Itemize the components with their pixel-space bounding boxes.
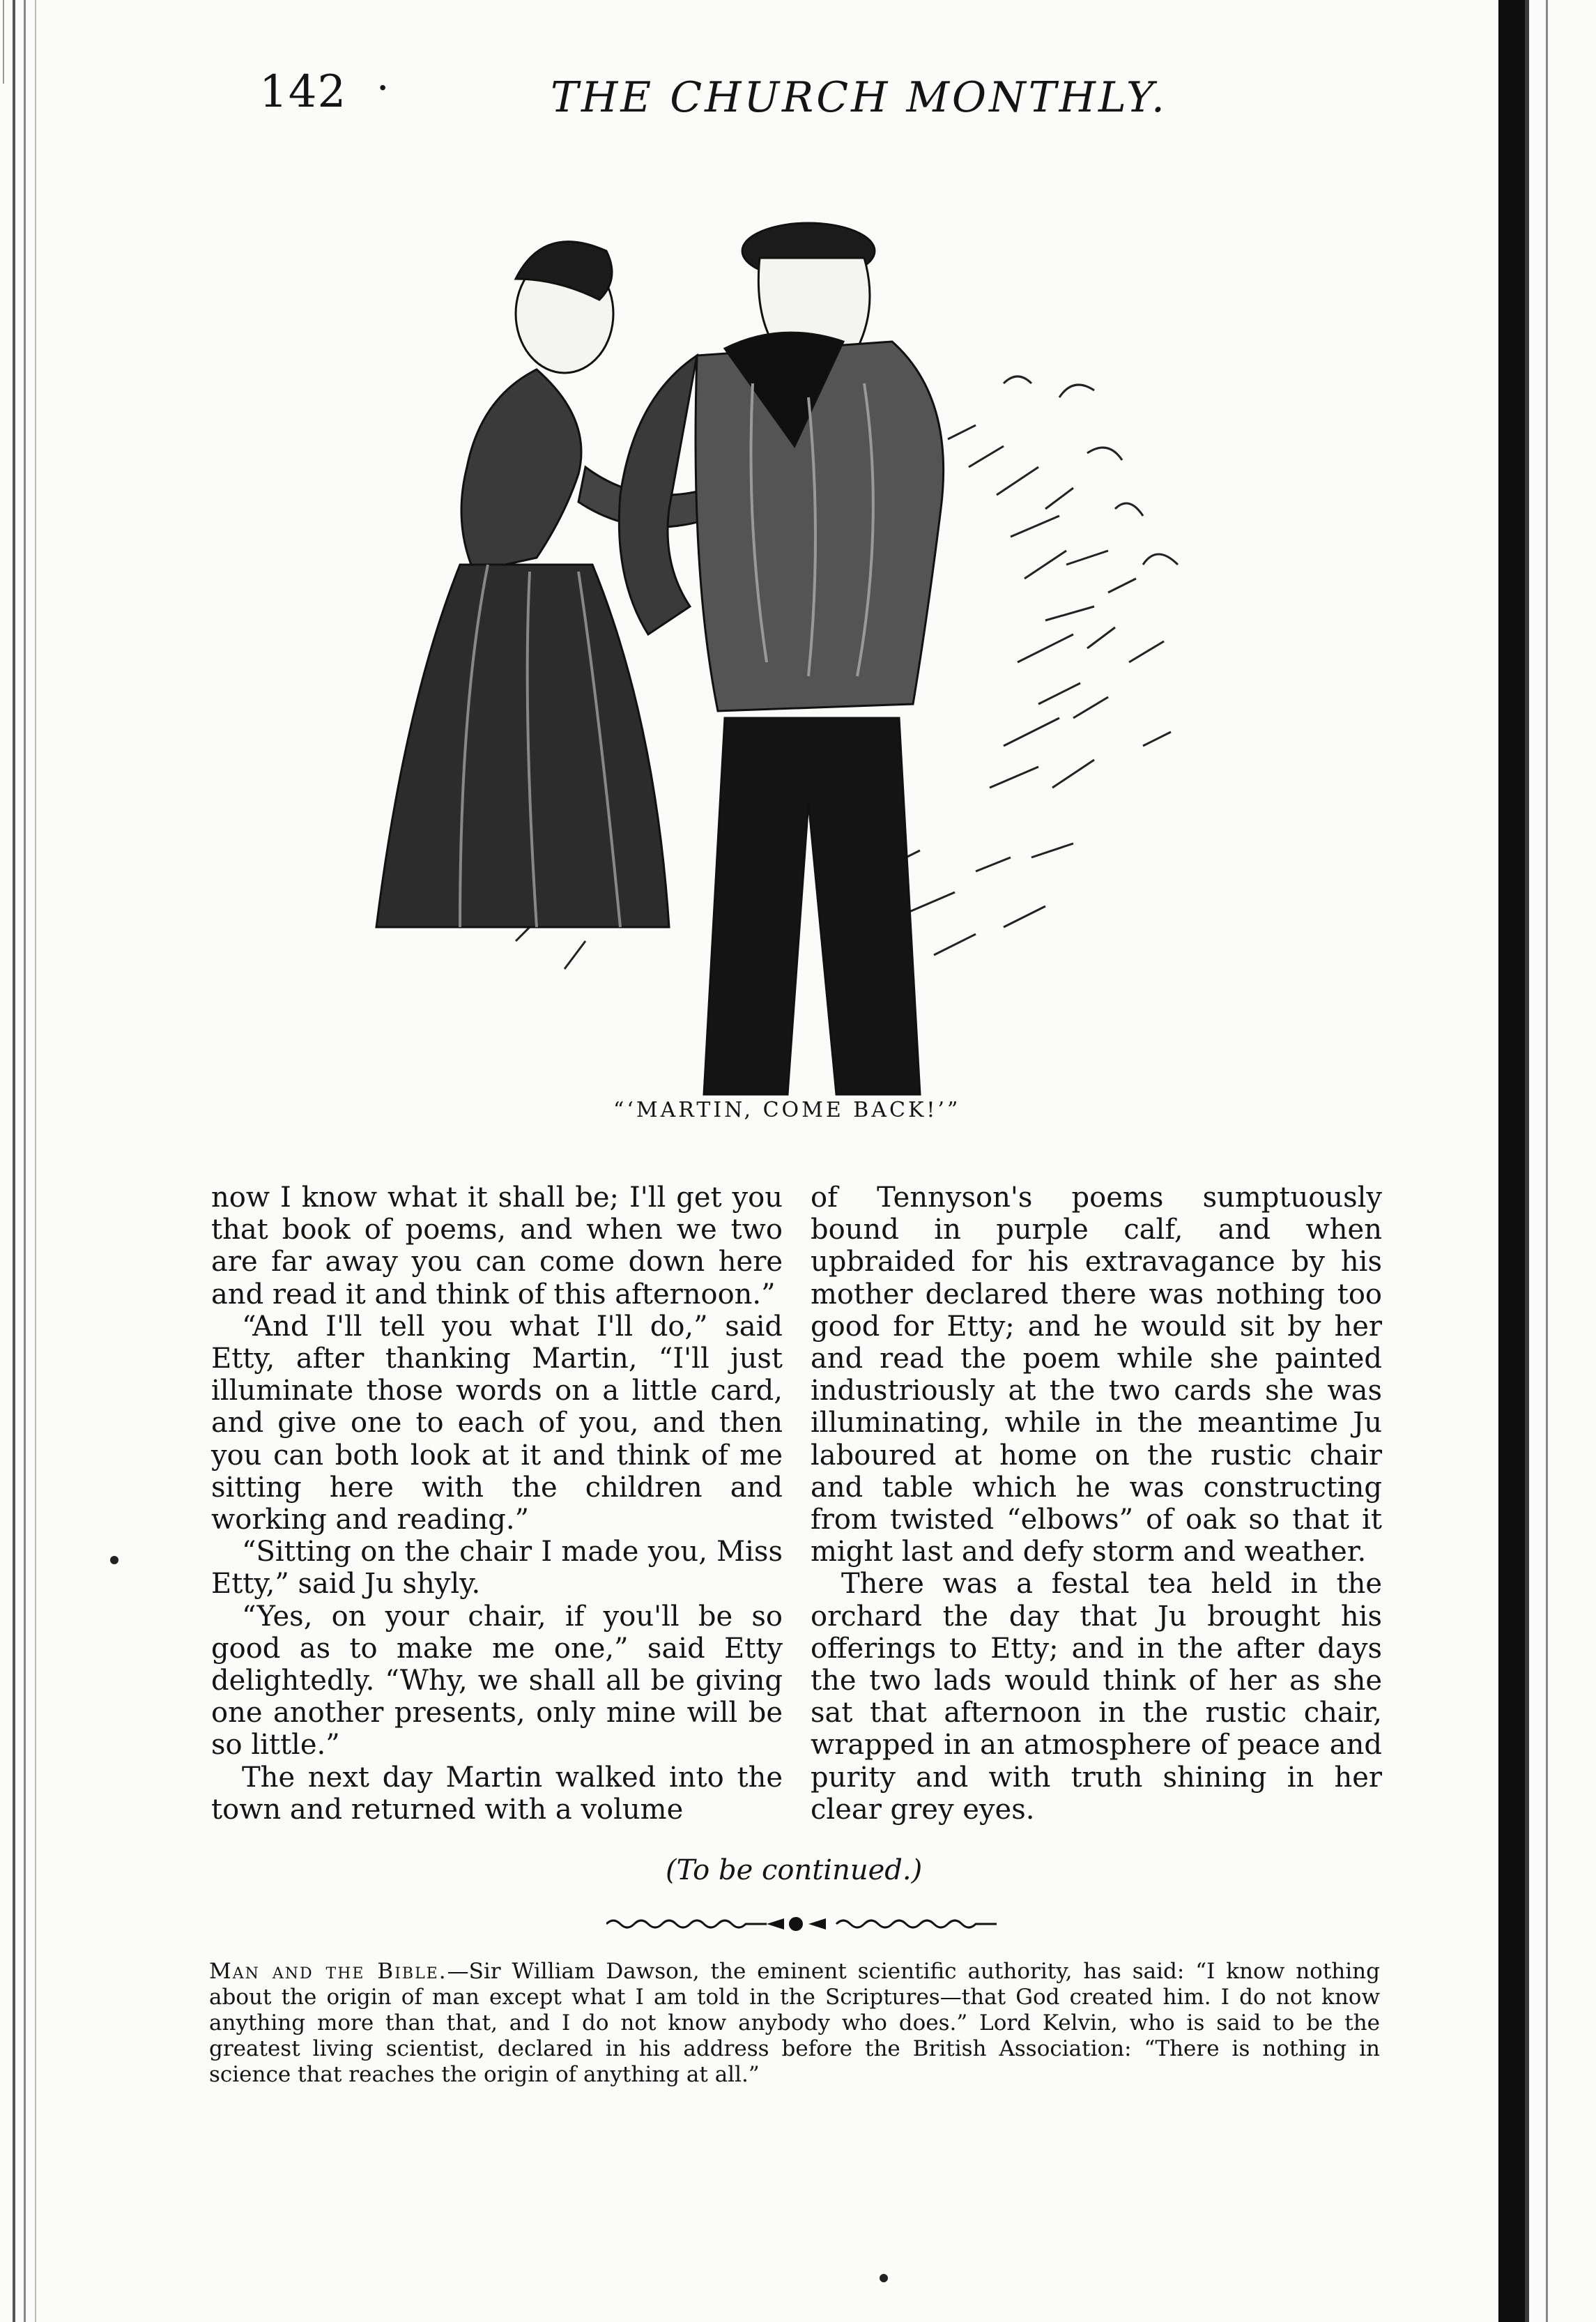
paragraph: “Yes, on your chair, if you'll be so good as to make me one,” said Etty delightedly. “Why, we shall all be giving one another presents, only mine will be so little.” xyxy=(211,1600,783,1762)
footnote xyxy=(209,1959,1380,2088)
right-page-edge xyxy=(1491,0,1596,2322)
paragraph: now I know what it shall be; I'll get you that book of poems, and when we two are far away you can come down here and read it and think of this afternoon.” xyxy=(211,1182,783,1311)
footnote-body: —Sir William Dawson, the eminent scientific authority, has said: “I know nothing about the origin of man except what I am told in the Scriptures—that God created him. I do not know anything more than that, and I do not know anybody who does.” Lord Kelvin, who is said to be the greatest living scientist, declared in his address before the British Association: “There is nothing in science that reaches the origin of anything at all.” xyxy=(209,1959,1380,2087)
header-separator: · xyxy=(376,64,390,112)
right-column xyxy=(811,1182,1382,1826)
paragraph: “And I'll tell you what I'll do,” said Etty, after thanking Martin, “I'll just illuminate those words on a little card, and give one to each of you, and then you can both look at it and think of me sitting here with the children and working and reading.” xyxy=(211,1310,783,1536)
sailor-figure xyxy=(619,223,943,1094)
illustration-caption: “‘MARTIN, COME BACK!’” xyxy=(613,1098,961,1122)
left-page-edge xyxy=(0,0,49,2322)
scan-speck xyxy=(880,2274,888,2282)
scan-speck xyxy=(110,1556,118,1564)
ornamental-rule xyxy=(606,1914,997,1934)
footnote-title: Man and the Bible. xyxy=(209,1959,447,1984)
paragraph: of Tennyson's poems sumptuously bound in purple calf, and when upbraided for his extravagance by his mother declared there was nothing too good for Etty; and he would sit by her and read the poem while she painted industriously at the two cards she was illuminating, while in the meantime Ju laboured at home on the rustic chair and table which he was constructing from twisted “elbows” of oak so that it might last and defy storm and weather. xyxy=(811,1182,1382,1568)
to-be-continued: (To be continued.) xyxy=(666,1854,923,1886)
paragraph: “Sitting on the chair I made you, Miss Etty,” said Ju shyly. xyxy=(211,1536,783,1601)
page-number: 142 xyxy=(259,66,347,118)
paragraph: There was a festal tea held in the orchard the day that Ju brought his offerings to Etty; and in the after days the two lads would think of her as she sat that afternoon in the rustic chair, wrapped in an atmosphere of peace and purity and with truth shining in her clear grey eyes. xyxy=(811,1568,1382,1826)
engraving-woman-and-sailor xyxy=(307,174,1296,1101)
running-head: THE CHURCH MONTHLY. xyxy=(551,73,1167,122)
left-column xyxy=(211,1182,783,1826)
paragraph: The next day Martin walked into the town and returned with a volume xyxy=(211,1761,783,1826)
